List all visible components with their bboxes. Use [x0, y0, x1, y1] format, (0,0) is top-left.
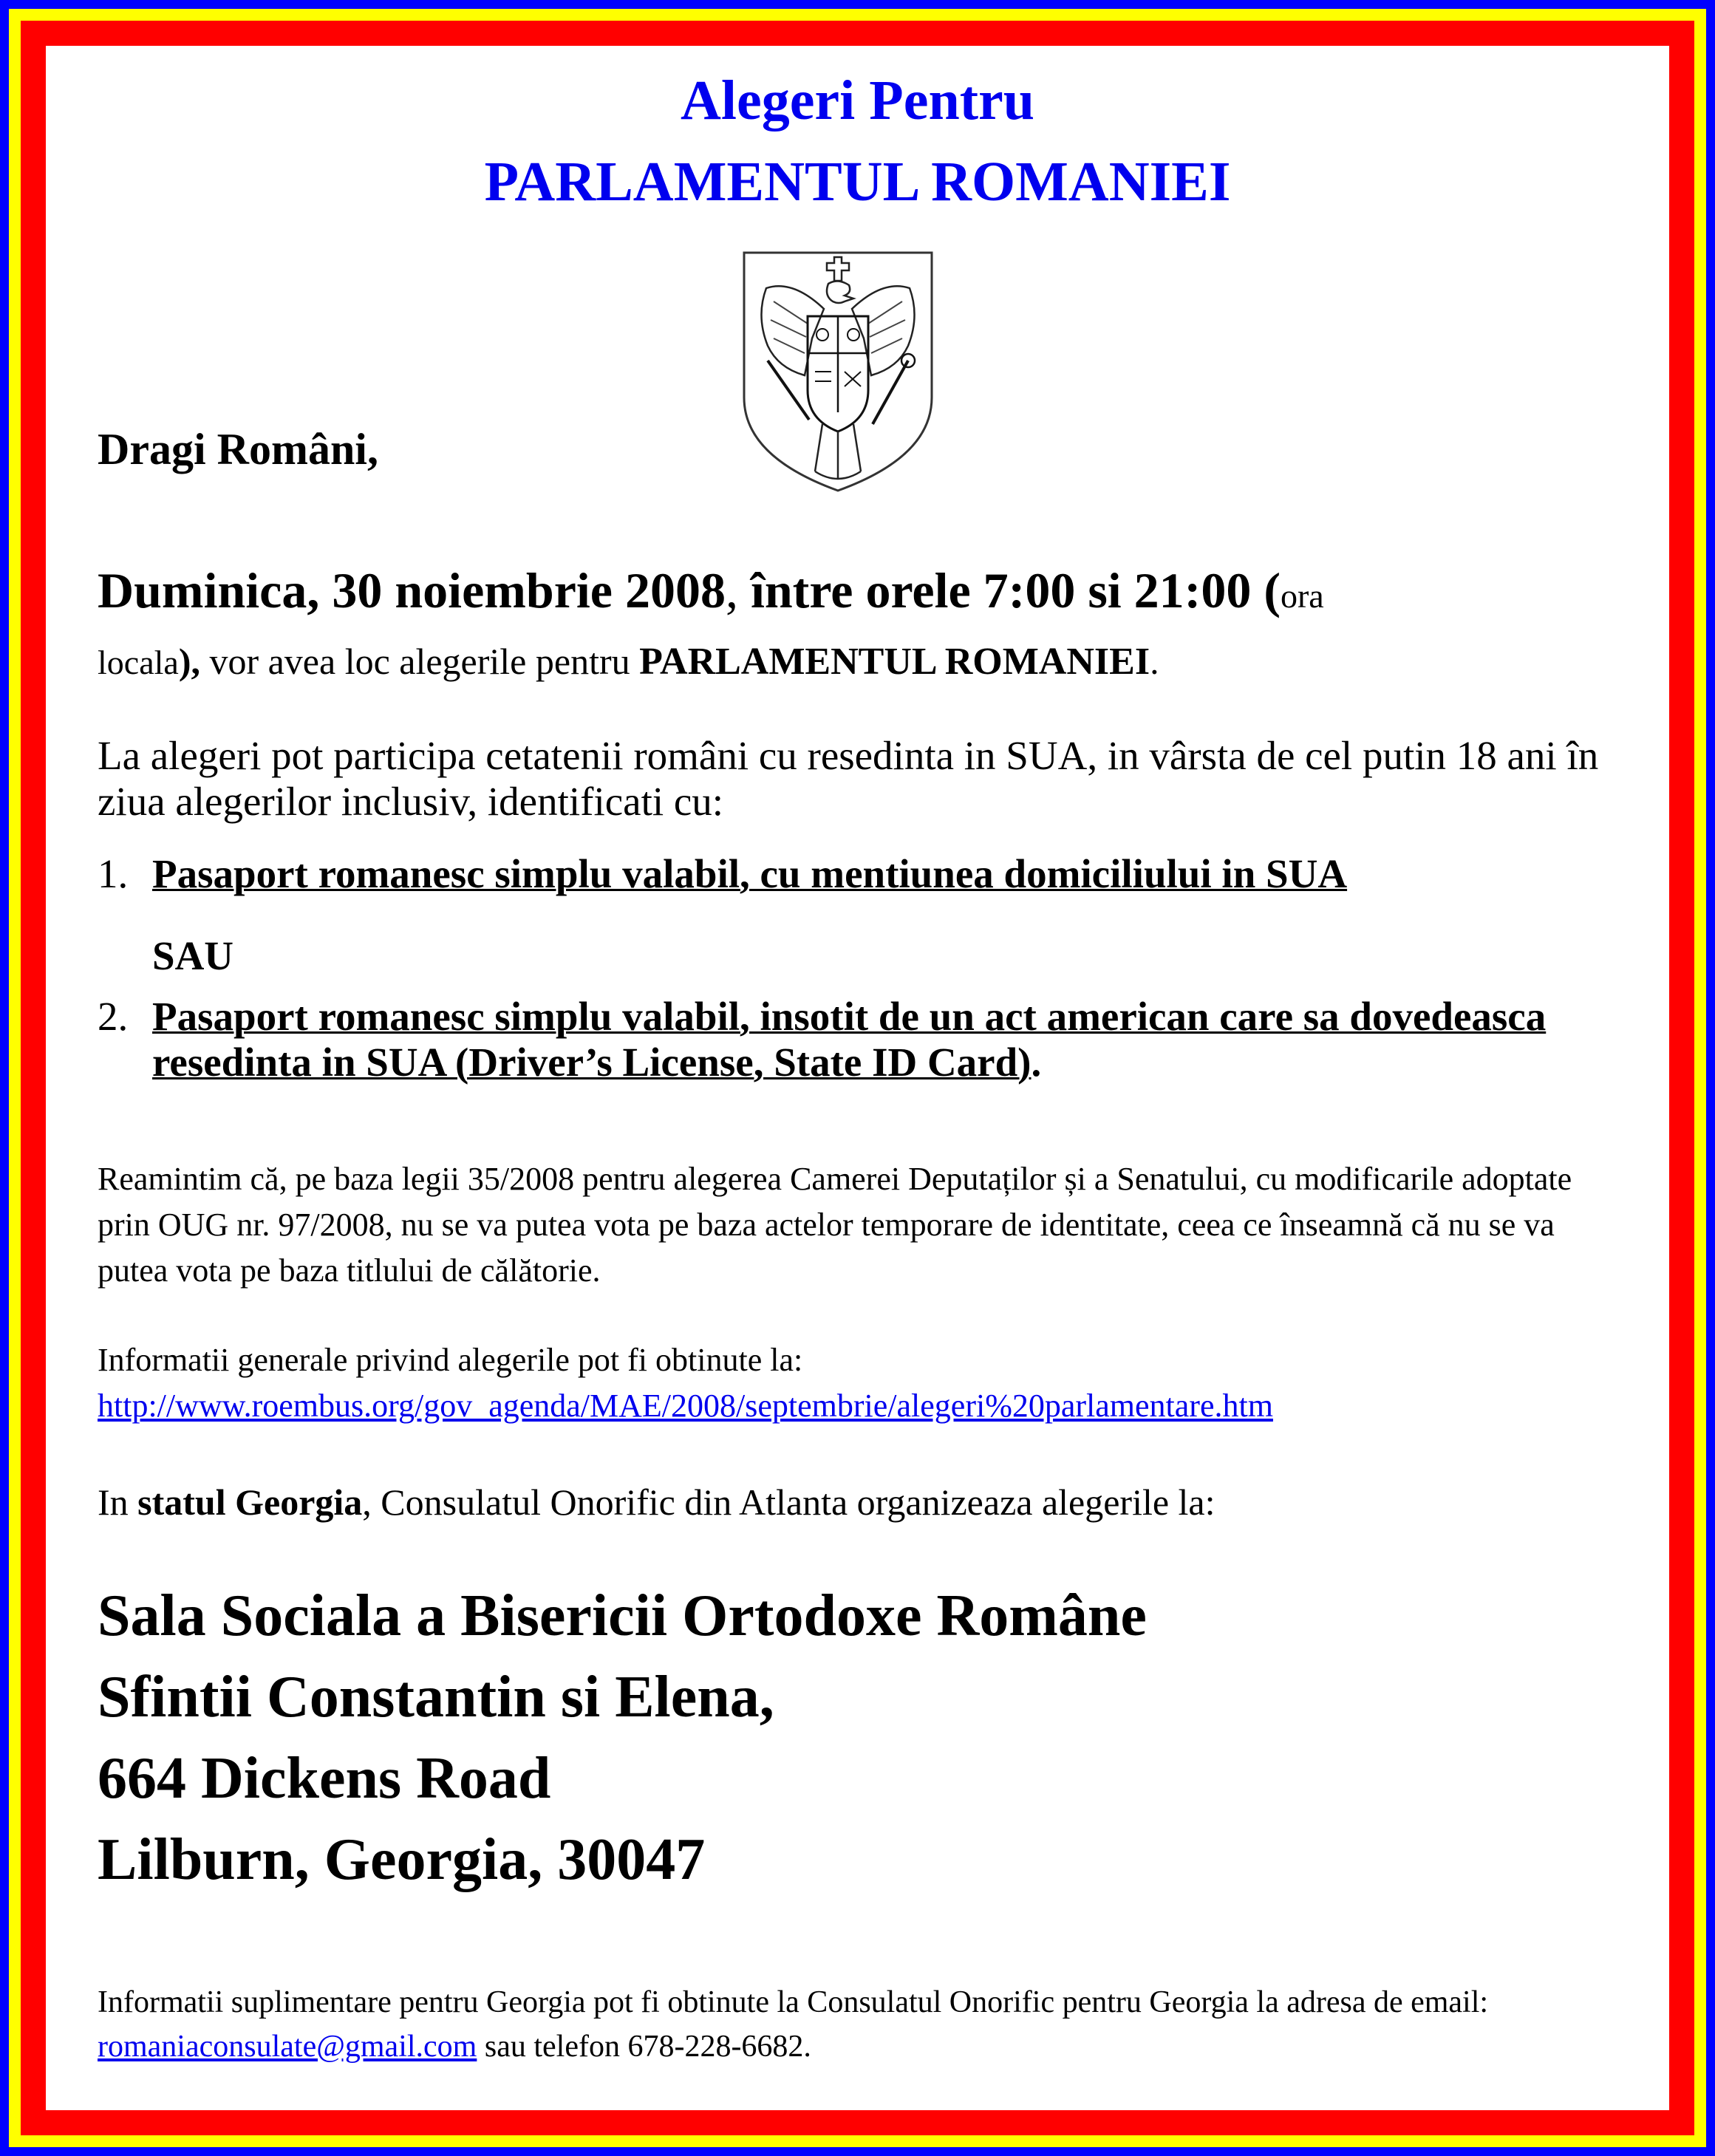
parliament-name: PARLAMENTUL ROMANIEI — [639, 641, 1150, 683]
announcement-end: . — [1150, 641, 1159, 682]
address-line-1: Sala Sociala a Bisericii Ortodoxe Române — [98, 1583, 1147, 1648]
ora-text: ora — [1280, 577, 1324, 615]
announcement-middle: vor avea loc alegerile pentru — [200, 641, 640, 682]
footer-info — [98, 1980, 1605, 2069]
announcement-line-2 — [98, 640, 1605, 683]
footer-text: Informatii suplimentare pentru Georgia pot fi obtinute la Consulatul Onorific pentru Georgia la adresa de email: — [98, 1985, 1489, 2019]
list-number: 2. — [98, 994, 129, 1039]
announcement-line-1 — [98, 562, 1605, 620]
or-separator: SAU — [152, 933, 234, 978]
georgia-prefix: In — [98, 1481, 138, 1523]
title-line-1: Alegeri Pentru — [680, 69, 1035, 132]
general-info — [98, 1337, 1605, 1429]
election-date: Duminica, 30 noiembrie 2008 — [98, 562, 726, 618]
address-line-4: Lilburn, Georgia, 30047 — [98, 1827, 706, 1892]
polling-address — [98, 1575, 1147, 1900]
list-item-text: Pasaport romanesc simplu valabil, insotit de un act american care sa dovedeasca resedinta in SUA (Driver’s License, State ID Card) — [152, 994, 1547, 1085]
locala-text: locala — [98, 644, 179, 681]
info-url-link[interactable]: http://www.roembus.org/gov_agenda/MAE/2008/septembrie/alegeri%20parlamentare.htm — [98, 1388, 1273, 1424]
list-item-text: Pasaport romanesc simplu valabil, cu mentiunea domiciliului in SUA — [152, 851, 1348, 896]
salutation: Dragi Români, — [98, 425, 378, 474]
list-item-wrapper — [152, 994, 1630, 1085]
date-comma: , — [725, 562, 738, 618]
email-link[interactable]: romaniaconsulate@gmail.com — [98, 2030, 477, 2064]
footer-phone: sau telefon 678-228-6682. — [477, 2030, 811, 2064]
georgia-suffix: , Consulatul Onorific din Atlanta organizeaza alegerile la: — [362, 1481, 1215, 1523]
address-line-2: Sfintii Constantin si Elena, — [98, 1665, 774, 1730]
general-info-text: Informatii generale privind alegerile pot fi obtinute la: — [98, 1342, 803, 1378]
paren-close: ), — [178, 641, 200, 682]
list-number: 1. — [98, 851, 129, 896]
election-hours: între orele 7:00 si 21:00 — [737, 562, 1252, 618]
paren-open: ( — [1251, 562, 1281, 618]
georgia-state: statul Georgia — [137, 1481, 363, 1523]
address-line-3: 664 Dickens Road — [98, 1746, 551, 1811]
title-line-2: PARLAMENTUL ROMANIEI — [484, 151, 1231, 213]
reminder-paragraph: Reamintim că, pe baza legii 35/2008 pentru alegerea Camerei Deputaților și a Senatului, cu modificarile adoptate prin OUG nr. 97/2008, nu se va putea vota pe baza actelor temporare de identitate, ceea ce înseamnă că nu se va putea vota pe baza titlului de călătorie. — [98, 1161, 1572, 1289]
list-item-end: . — [1031, 1040, 1042, 1085]
georgia-paragraph — [98, 1481, 1605, 1524]
eligibility-intro: La alegeri pot participa cetatenii români cu resedinta in SUA, in vârsta de cel putin 18 ani în ziua alegerilor inclusiv, identificati cu: — [98, 733, 1599, 824]
